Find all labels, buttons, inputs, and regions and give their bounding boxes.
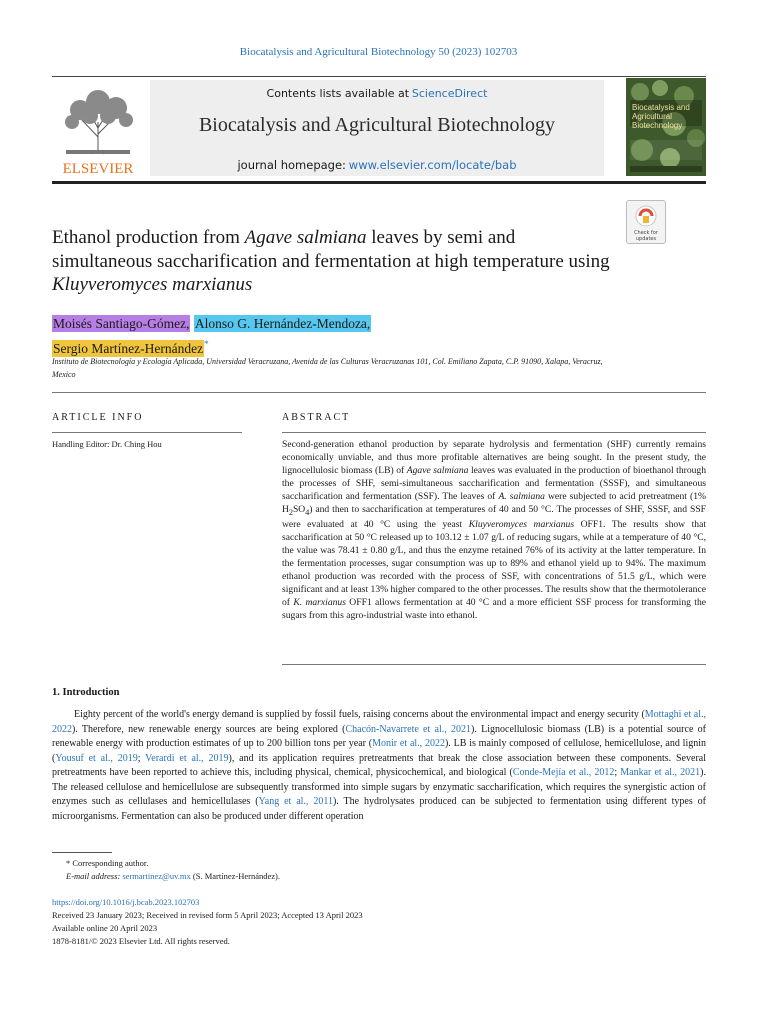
contents-line: Contents lists available at ScienceDirect [266, 87, 488, 100]
citation-link[interactable]: Monir et al., 2022 [372, 738, 445, 749]
citation-link[interactable]: Yousuf et al., 2019 [55, 752, 138, 764]
doi-link[interactable]: https://doi.org/10.1016/j.bcab.2023.102703 [52, 897, 200, 907]
abstract-end-rule [282, 664, 706, 665]
section-rule [52, 392, 706, 393]
author-list [52, 314, 572, 359]
article-title: Ethanol production from Agave salmiana leaves by semi and simultaneous saccharification and fermentation at high temperature using Kluyveromyces marxianus [52, 227, 610, 295]
header-rule [52, 76, 706, 77]
email-note: E-mail address: sermartinez@uv.mx (S. Martínez-Hernández). [66, 871, 280, 881]
check-updates-icon [627, 201, 665, 243]
abstract-rule [282, 432, 706, 433]
author-santiago-gomez[interactable]: Moisés Santiago-Gómez, [53, 316, 190, 331]
citation-link[interactable]: Yang et al., 2011 [258, 796, 333, 807]
footnote-rule [52, 852, 112, 853]
handling-editor: Handling Editor: Dr. Ching Hou [52, 439, 162, 449]
corresponding-author-mark[interactable]: * [204, 339, 209, 349]
introduction-paragraph: Eighty percent of the world's energy demand is supplied by fossil fuels, raising concerns about the environmental impact and energy security (Mottaghi et al., 2022). Therefore, new renewable energy sources are being explored (Chacón-Navarrete et al., 2021). Lignocellulosic biomass (LB) is a potential source of renewable energy with production estimates of up to 200 billion tons per year (Monir et al., 2022). LB is mainly composed of cellulose, hemicellulose, and lignin (Yousuf et al., 2019; Verardi et al., 2019), and its application requires pretreatments that break the close association between these components. Several pretreatments have been reported to achieve this, including physical, chemical, physicochemical, and biological (Conde-Mejía et al., 2012; Mankar et al., 2021). The released cellulose and hemicellulose are subsequently transformed into simple sugars by enzymatic saccharification, which requires the synergistic action of enzymes such as cellulases and hemicellulases (Yang et al., 2011). The hydrolysates produced can be subjected to fermentation using different types of microorganisms. Fermentation can also be produced under different operation [52, 709, 707, 822]
copyright-line: 1878-8181/© 2023 Elsevier Ltd. All rights reserved. [52, 936, 230, 946]
citation-link[interactable]: Conde-Mejía et al., 2012 [512, 767, 615, 778]
sciencedirect-link[interactable]: ScienceDirect [411, 87, 488, 100]
svg-text:Check for: Check for [634, 230, 658, 236]
author-martinez-hernandez[interactable]: Sergio Martínez-Hernández [53, 340, 204, 356]
affiliation: Instituto de Biotecnología y Ecología Aplicada, Universidad Veracruzana, Avenida de las Culturas Veracruzanas 101, Col. Emiliano Zapata, C.P. 91090, Xalapa, Veracruz, Mexico [52, 357, 603, 379]
citation-link[interactable]: Mottaghi et al., 2022 [52, 709, 706, 735]
journal-cover-thumbnail[interactable] [626, 78, 706, 176]
citation-link[interactable]: Verardi et al., 2019 [145, 752, 229, 764]
elsevier-tree-icon [52, 82, 144, 178]
journal-homepage-line: journal homepage: www.elsevier.com/locate/bab [237, 158, 517, 172]
journal-issue-line[interactable]: Biocatalysis and Agricultural Biotechnology 50 (2023) 102703 [239, 46, 518, 58]
check-for-updates-button[interactable] [626, 200, 666, 244]
received-dates: Received 23 January 2023; Received in revised form 5 April 2023; Accepted 13 April 2023 [52, 910, 363, 920]
svg-text:Biotechnology: Biotechnology [632, 121, 683, 130]
svg-text:Agricultural: Agricultural [632, 112, 673, 121]
author-hernandez-mendoza[interactable]: Alonso G. Hernández-Mendoza, [194, 316, 371, 331]
abstract-text: Second-generation ethanol production by separate hydrolysis and fermentation (SHF) currently remains economically unviable, and thus more profitable alternatives are being sought. In the present study, the lignocellulosic biomass (LB) of Agave salmiana leaves was evaluated in the production of bioethanol through the processes of SHF, semi-simultaneous saccharification and fermentation (SSSF), and simultaneous saccharification and fermentation (SSF). The leaves of A. salmiana were subjected to acid pretreatment (1% $H_2SO_4$) and then to saccharification at temperatures of 40 and 50 °C. The processes of SHF, SSSF, and SSF were evaluated at 40 °C using the yeast Kluyveromyces marxianus OFF1. The results show that saccharification at 50 °C released up to 103.12 ± 1.07 g/L of reducing sugars, while at a temperature of 40 °C, the value was 78.41 ± 0.80 g/L, and thus the enzyme retained 76% of its activity at the latter temperature. In the fermentation processes, sugar consumption was up to 89% and ethanol yield up to 94%. The maximum ethanol production was recorded with the process of SSF, with concentrations of 51.5 g/L, which were significant and at least 13% higher compared to the other processes. The results show that the thermotolerance of K. marxianus OFF1 allows fermentation at 40 °C and a more efficient SSF process for transforming the sugars from this agro-industrial waste into ethanol. [282, 439, 707, 621]
elsevier-logo[interactable] [52, 82, 144, 178]
journal-cover-image [626, 78, 706, 176]
svg-text:Biocatalysis and: Biocatalysis and [632, 103, 690, 112]
introduction-heading: 1. Introduction [52, 687, 120, 698]
article-info-rule [52, 432, 242, 433]
available-online-date: Available online 20 April 2023 [52, 923, 158, 933]
journal-homepage-link[interactable]: www.elsevier.com/locate/bab [348, 158, 517, 172]
article-info-heading: ARTICLE INFO [52, 412, 144, 423]
corresponding-author-note: * Corresponding author. [66, 858, 149, 868]
svg-text:updates: updates [635, 236, 657, 242]
header-thick-rule [52, 181, 706, 184]
abstract-heading: ABSTRACT [282, 412, 351, 423]
email-link[interactable]: sermartinez@uv.mx [122, 871, 191, 881]
elsevier-wordmark: ELSEVIER [62, 161, 134, 177]
citation-link[interactable]: Chacón-Navarrete et al., 2021 [345, 723, 472, 735]
journal-title: Biocatalysis and Agricultural Biotechnology [198, 114, 556, 136]
citation-link[interactable]: Mankar et al., 2021 [620, 767, 701, 778]
